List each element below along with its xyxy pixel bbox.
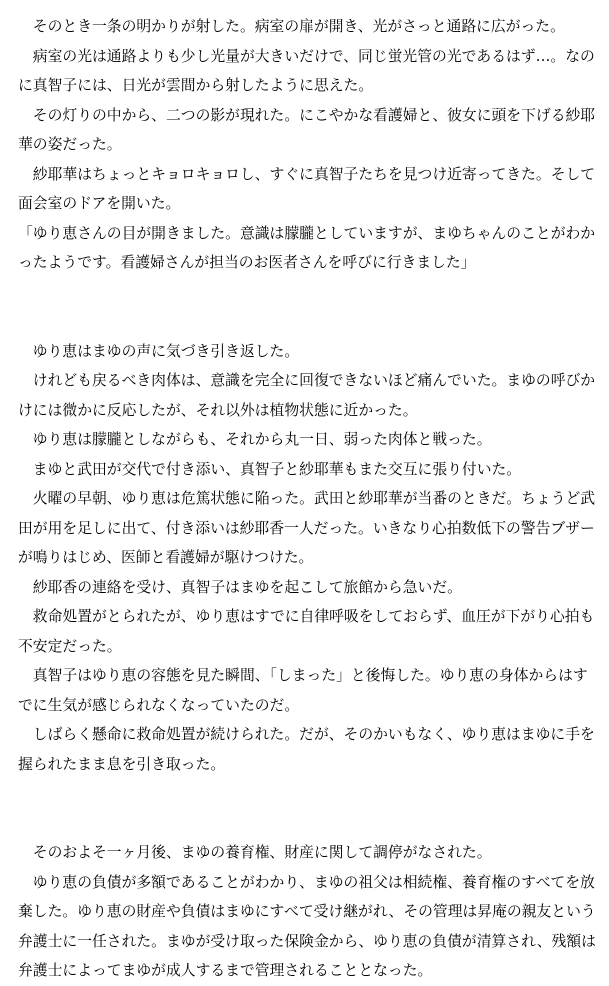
paragraph: 病室の光は通路よりも少し光量が大きいだけで、同じ蛍光管の光であるはず…。なのに真智子には、日光が雲間から射したように思えた。: [18, 47, 595, 94]
paragraph: 紗耶華はちょっとキョロキョロし、すぐに真智子たちを見つけ近寄ってきた。そして面会室のドアを開いた。: [18, 165, 596, 212]
paragraph: そのとき一条の明かりが射した。病室の扉が開き、光がさっと通路に広がった。: [32, 18, 565, 35]
paragraph: 救命処置がとられたが、ゆり恵はすでに自律呼吸をしておらず、血圧が下がり心拍も不安定だった。: [18, 608, 595, 655]
paragraph: ゆり恵の負債が多額であることがわかり、まゆの祖父は相続権、養育権のすべてを放棄した。ゆり恵の財産や負債はまゆにすべて受け継がれ、その管理は昇庵の親友という弁護士に一任された。まゆが受け取った保険金から、ゆり恵の負債が清算され、残額は弁護士によってまゆが成人するまで管理されることとなった。: [18, 873, 596, 979]
paragraph: けれども戻るべき肉体は、意識を完全に回復できないほど痛んでいた。まゆの呼びかけには微かに反応したが、それ以外は植物状態に近かった。: [18, 372, 596, 419]
section-break: [18, 779, 596, 838]
document-body: [18, 12, 596, 986]
paragraph: そのおよそ一ヶ月後、まゆの養育権、財産に関して調停がなされた。: [32, 844, 492, 861]
paragraph: 紗耶香の連絡を受け、真智子はまゆを起こして旅館から急いだ。: [32, 578, 462, 596]
paragraph: ゆり恵はまゆの声に気づき引き返した。: [32, 342, 300, 360]
paragraph: まゆと武田が交代で付き添い、真智子と紗耶華もまた交互に張り付いた。: [32, 460, 522, 478]
dialog-paragraph: 「ゆり恵さんの目が開きました。意識は朦朧としていますが、まゆちゃんのことがわかったようです。看護婦さんが担当のお医者さんを呼びに行きました」: [18, 224, 596, 271]
paragraph: その灯りの中から、二つの影が現れた。にこやかな看護婦と、彼女に頭を下げる紗耶華の姿だった。: [18, 106, 596, 153]
section-break: [18, 278, 596, 337]
paragraph: 真智子はゆり恵の容態を見た瞬間、「しまった」と後悔した。ゆり恵の身体からはすでに生気が感じられなくなっていたのだ。: [18, 667, 588, 714]
paragraph: しばらく懸命に救命処置が続けられた。だが、そのかいもなく、ゆり恵はまゆに手を握られたまま息を引き取った。: [18, 726, 595, 773]
paragraph: ゆり恵は朦朧としながらも、それから丸一日、弱った肉体と戦った。: [32, 431, 492, 448]
paragraph: 火曜の早朝、ゆり恵は危篤状態に陥った。武田と紗耶華が当番のときだ。ちょうど武田が用を足しに出て、付き添いは紗耶香一人だった。いきなり心拍数低下の警告ブザーが鳴りはじめ、医師と看護婦が駆けつけた。: [18, 490, 596, 566]
